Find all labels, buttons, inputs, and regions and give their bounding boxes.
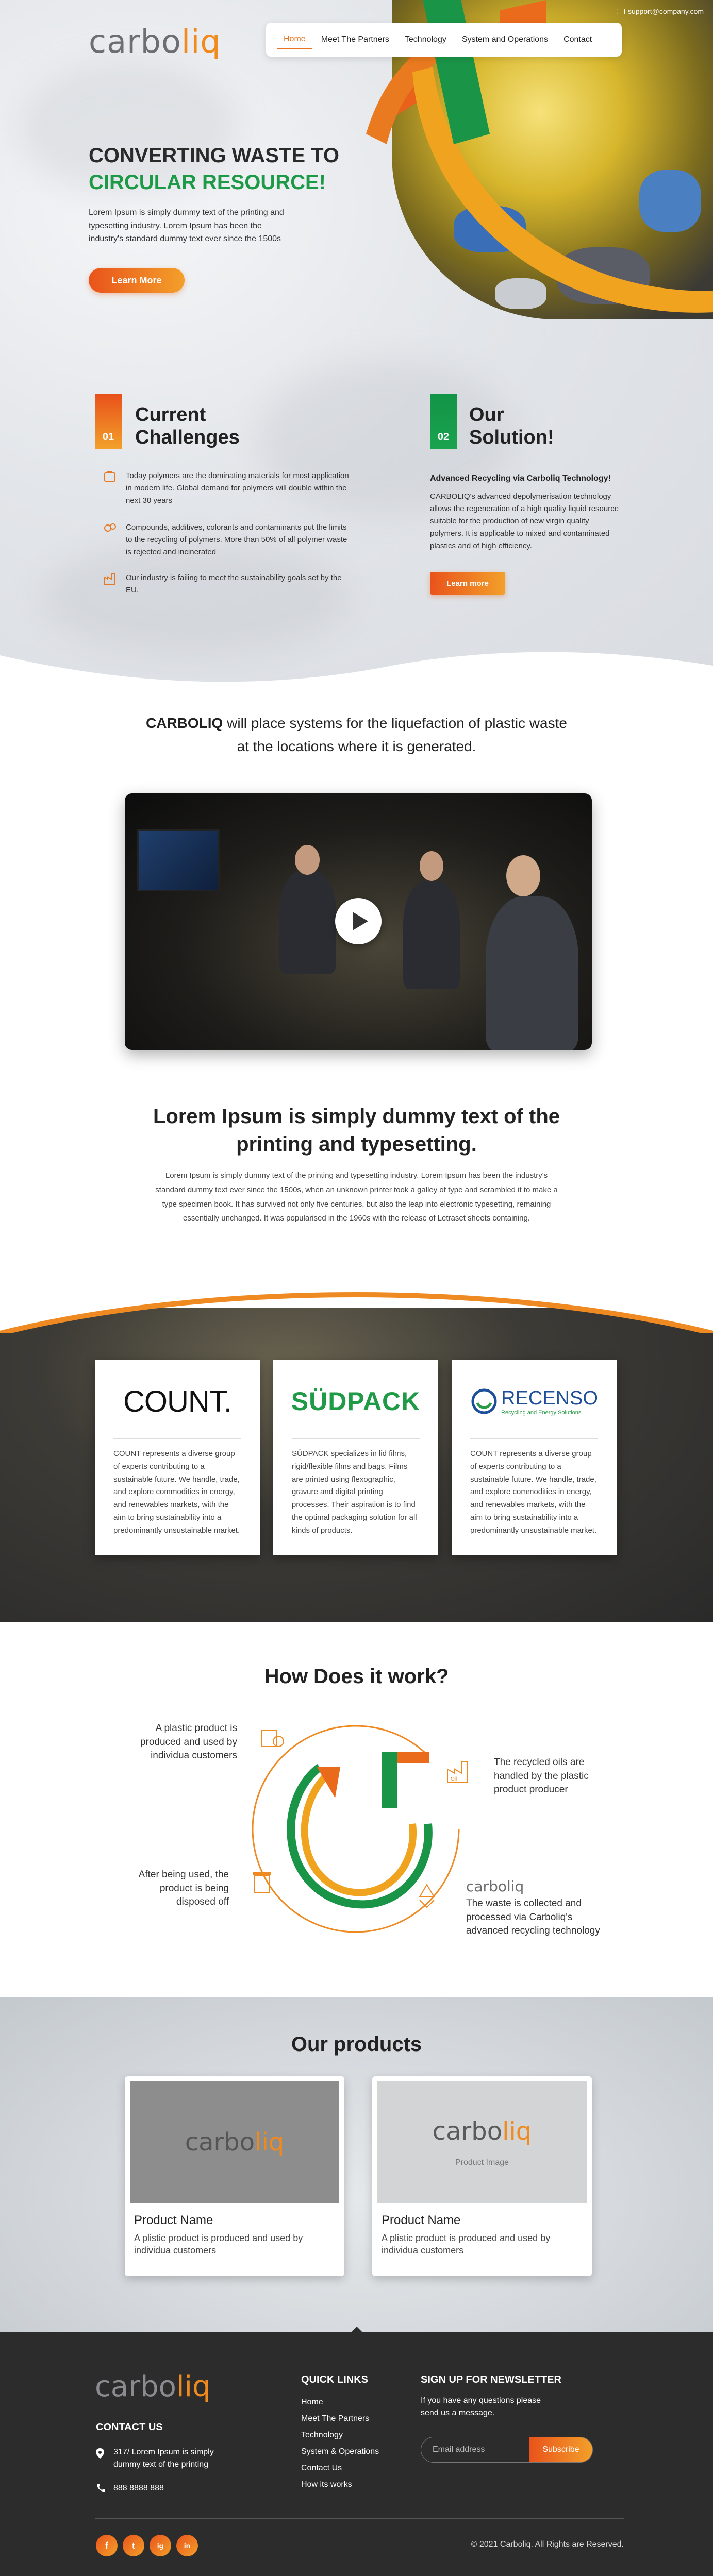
solution-title [469, 404, 554, 449]
product-name: Product Name [134, 2213, 213, 2227]
location-pin-icon [96, 2448, 104, 2459]
product-image [377, 2081, 587, 2203]
twitter-icon[interactable]: t [123, 2535, 144, 2556]
divider [113, 1438, 241, 1439]
sudpack-logo-text: SÜDPACK [291, 1387, 421, 1416]
phone-icon [96, 2483, 105, 2493]
intro-statement [0, 712, 713, 758]
partners-arc-divider [0, 1272, 713, 1333]
footer-link-home[interactable]: Home [301, 2398, 323, 2406]
challenges-title-line2: Challenges [135, 426, 240, 448]
factory-icon [103, 572, 117, 585]
logo-part-liq: liq [255, 2128, 285, 2157]
video-thumbnail-screen [137, 829, 220, 891]
challenges-title-line1: Current [135, 404, 206, 426]
copyright-text: © 2021 Carboliq. All Rights are Reserved. [471, 2540, 624, 2549]
product-image-label: Product Image [455, 2158, 509, 2167]
product-logo [433, 2117, 532, 2146]
solution-title-line1: Our [469, 404, 504, 426]
recenso-wordmark [501, 1387, 598, 1416]
nav-meet-the-partners[interactable]: Meet The Partners [321, 35, 389, 44]
nav-home[interactable]: Home [277, 30, 312, 49]
sudpack-logo [273, 1360, 438, 1443]
product-logo [185, 2128, 285, 2157]
product-description: A plistic product is produced and used by individua customers [382, 2233, 551, 2256]
challenges-title [135, 404, 240, 449]
video-thumbnail-person [295, 845, 320, 875]
challenge-item [103, 470, 351, 507]
nav-system-and-operations[interactable]: System and Operations [461, 35, 549, 44]
recycle-icon [412, 1882, 441, 1910]
newsletter-email-input[interactable] [433, 2437, 530, 2462]
oil-label: Oil [451, 1776, 457, 1782]
divider [470, 1438, 598, 1439]
recenso-logo [452, 1360, 617, 1443]
how-step-1: A plastic product is produced and used by individua customers [140, 1723, 237, 1761]
newsletter-text: If you have any questions please send us a message. [421, 2396, 541, 2417]
solution-number-badge: 02 [430, 394, 457, 449]
challenge-text: Compounds, additives, colorants and contaminants put the limits to the recycling of polymers. More than 50% of all polymer waste is rejected and incinerated [126, 523, 347, 556]
how-it-works-title: How Does it work? [264, 1665, 449, 1688]
learn-more-button[interactable]: Learn More [89, 268, 185, 293]
instagram-icon[interactable]: ig [150, 2535, 171, 2556]
challenge-item [103, 521, 351, 558]
footer-logo[interactable] [95, 2370, 211, 2403]
partner-description: COUNT represents a diverse group of experts contributing to a sustainable future. We handle, trade, and explore commodities in energy, and renewables markets, with the aim to bring sustainability into a predominantly unsustainable market. [470, 1449, 597, 1535]
logo-part-liq: liq [181, 23, 221, 60]
play-icon [353, 912, 368, 930]
logo-part-carbo: carbo [95, 2370, 176, 2403]
hero-title-line2: CIRCULAR RESOURCE! [89, 171, 326, 194]
product-name: Product Name [382, 2213, 461, 2227]
how-step-3-brand [466, 1876, 524, 1896]
lorem-title [0, 1103, 713, 1158]
trash-bin-icon [247, 1867, 276, 1896]
footer-link-technology[interactable]: Technology [301, 2431, 343, 2439]
linkedin-icon[interactable]: in [176, 2535, 198, 2556]
challenges-number-badge: 01 [95, 394, 122, 449]
solution-learn-more-button[interactable]: Learn more [430, 572, 505, 595]
video-thumbnail-person [403, 881, 460, 989]
count-logo-text: COUNT. [123, 1384, 231, 1418]
video-thumbnail-person [420, 851, 443, 881]
partner-card-recenso[interactable] [452, 1360, 617, 1555]
footer-link-contact[interactable]: Contact Us [301, 2464, 342, 2472]
partner-card-count[interactable] [95, 1360, 260, 1555]
hero-title-line1: CONVERTING WASTE TO [89, 144, 339, 167]
hero-wave-divider [0, 645, 713, 685]
footer-link-system-operations[interactable]: System & Operations [301, 2447, 379, 2456]
how-step-3-brand-text: carboliq [466, 1878, 524, 1895]
newsletter-heading: SIGN UP FOR NEWSLETTER [421, 2374, 561, 2385]
intro-line2: at the locations where it is generated. [237, 738, 476, 754]
oil-factory-icon [445, 1757, 474, 1786]
contact-us-heading: CONTACT US [96, 2421, 163, 2433]
hero-section [0, 0, 713, 685]
video-thumbnail-person [486, 896, 578, 1050]
header-email-text: support@company.com [627, 7, 704, 15]
footer-divider [95, 2518, 624, 2519]
plastic-bottle-icon [103, 470, 117, 483]
solution-subtitle: Advanced Recycling via Carboliq Technology! [430, 474, 611, 483]
how-step-3: The waste is collected and processed via Carboliq's advanced recycling technology [466, 1898, 600, 1937]
footer-link-partners[interactable]: Meet The Partners [301, 2414, 370, 2423]
recenso-logo-subtext: Recycling and Energy Solutions [501, 1409, 582, 1416]
recycle-gears-icon [103, 521, 117, 535]
partner-card-sudpack[interactable] [273, 1360, 438, 1555]
recenso-emblem-icon [470, 1387, 498, 1415]
footer-phone[interactable]: 888 8888 888 [113, 2484, 164, 2493]
footer-address: 317/ Lorem Ipsum is simply dummy text of the printing [113, 2448, 214, 2469]
mail-icon [617, 9, 625, 14]
lorem-title-line1: Lorem Ipsum is simply dummy text of the [153, 1105, 560, 1128]
products-title: Our products [291, 2033, 422, 2056]
logo-part-liq: liq [502, 2117, 532, 2146]
logo-part-carbo: carbo [432, 2117, 503, 2146]
shopping-bag-icon [258, 1721, 287, 1750]
count-logo [95, 1360, 260, 1443]
footer-link-how-it-works[interactable]: How its works [301, 2480, 352, 2489]
video-player[interactable] [125, 793, 592, 1050]
hero-title [89, 142, 339, 196]
partner-description: COUNT represents a diverse group of experts contributing to a sustainable future. We handle, trade, and explore commodities in energy, and renewables markets, with the aim to bring sustainability into a predominantly unsustainable market. [113, 1449, 240, 1535]
divider [292, 1438, 420, 1439]
product-card[interactable] [125, 2076, 344, 2276]
newsletter-form [421, 2437, 593, 2463]
intro-line1: will place systems for the liquefaction of plastic waste [223, 715, 567, 731]
hero-text: Lorem Ipsum is simply dummy text of the printing and typesetting industry. Lorem Ipsum has been the industry's standard dummy text ever since the 1500s [89, 208, 284, 244]
video-thumbnail-person [279, 871, 336, 974]
product-description: A plistic product is produced and used by individua customers [134, 2233, 303, 2256]
nav-contact[interactable]: Contact [563, 35, 592, 44]
main-nav [266, 23, 622, 57]
product-image [130, 2081, 339, 2203]
lorem-text: Lorem Ipsum is simply dummy text of the printing and typesetting industry. Lorem Ipsum has been the industry's standard dummy text ever since the 1500s, when an unknown printer took a galley of type and scrambled it to make a type specimen book. It has survived not only five centuries, but also the leap into electronic typesetting, remaining essentially unchanged. It was popularised in the 1960s with the release of Letraset sheets containing. [155, 1171, 558, 1223]
how-step-2: The recycled oils are handled by the plastic product producer [494, 1757, 589, 1795]
video-thumbnail-person [506, 855, 540, 896]
header-email[interactable] [617, 7, 704, 15]
lorem-title-line2: printing and typesetting. [236, 1133, 477, 1156]
how-step-4: After being used, the product is being disposed off [138, 1869, 229, 1908]
site-logo[interactable] [89, 23, 221, 60]
facebook-icon[interactable]: f [96, 2535, 118, 2556]
logo-part-carbo: carbo [89, 23, 181, 60]
logo-part-liq: liq [176, 2370, 211, 2403]
challenge-text: Today polymers are the dominating materials for most application in modern life. Global demand for polymers will double within the next 30 years [126, 471, 349, 505]
product-card[interactable] [372, 2076, 592, 2276]
solution-title-line2: Solution! [469, 426, 554, 448]
solution-text: CARBOLIQ's advanced depolymerisation technology allows the regeneration of a high quality liquid resource suitable for the production of new virgin quality polymers. It is applicable to mixed and contaminated plastics and of high efficiency. [430, 492, 619, 550]
quick-links-heading: QUICK LINKS [301, 2374, 368, 2385]
intro-brand: CARBOLIQ [146, 715, 223, 731]
nav-technology[interactable]: Technology [404, 35, 446, 44]
play-button[interactable] [335, 898, 382, 944]
subscribe-button[interactable]: Subscribe [529, 2437, 592, 2462]
partner-description: SÜDPACK specializes in lid films, rigid/flexible films and bags. Films are printed using flexographic, gravure and digital printing processes. Their aspiration is to find the optimal packaging solution for all kinds of products. [292, 1449, 417, 1535]
challenge-item [103, 572, 351, 597]
logo-part-carbo: carbo [185, 2128, 255, 2157]
recenso-logo-text: RECENSO [501, 1387, 598, 1409]
challenge-text: Our industry is failing to meet the sustainability goals set by the EU. [126, 573, 342, 595]
